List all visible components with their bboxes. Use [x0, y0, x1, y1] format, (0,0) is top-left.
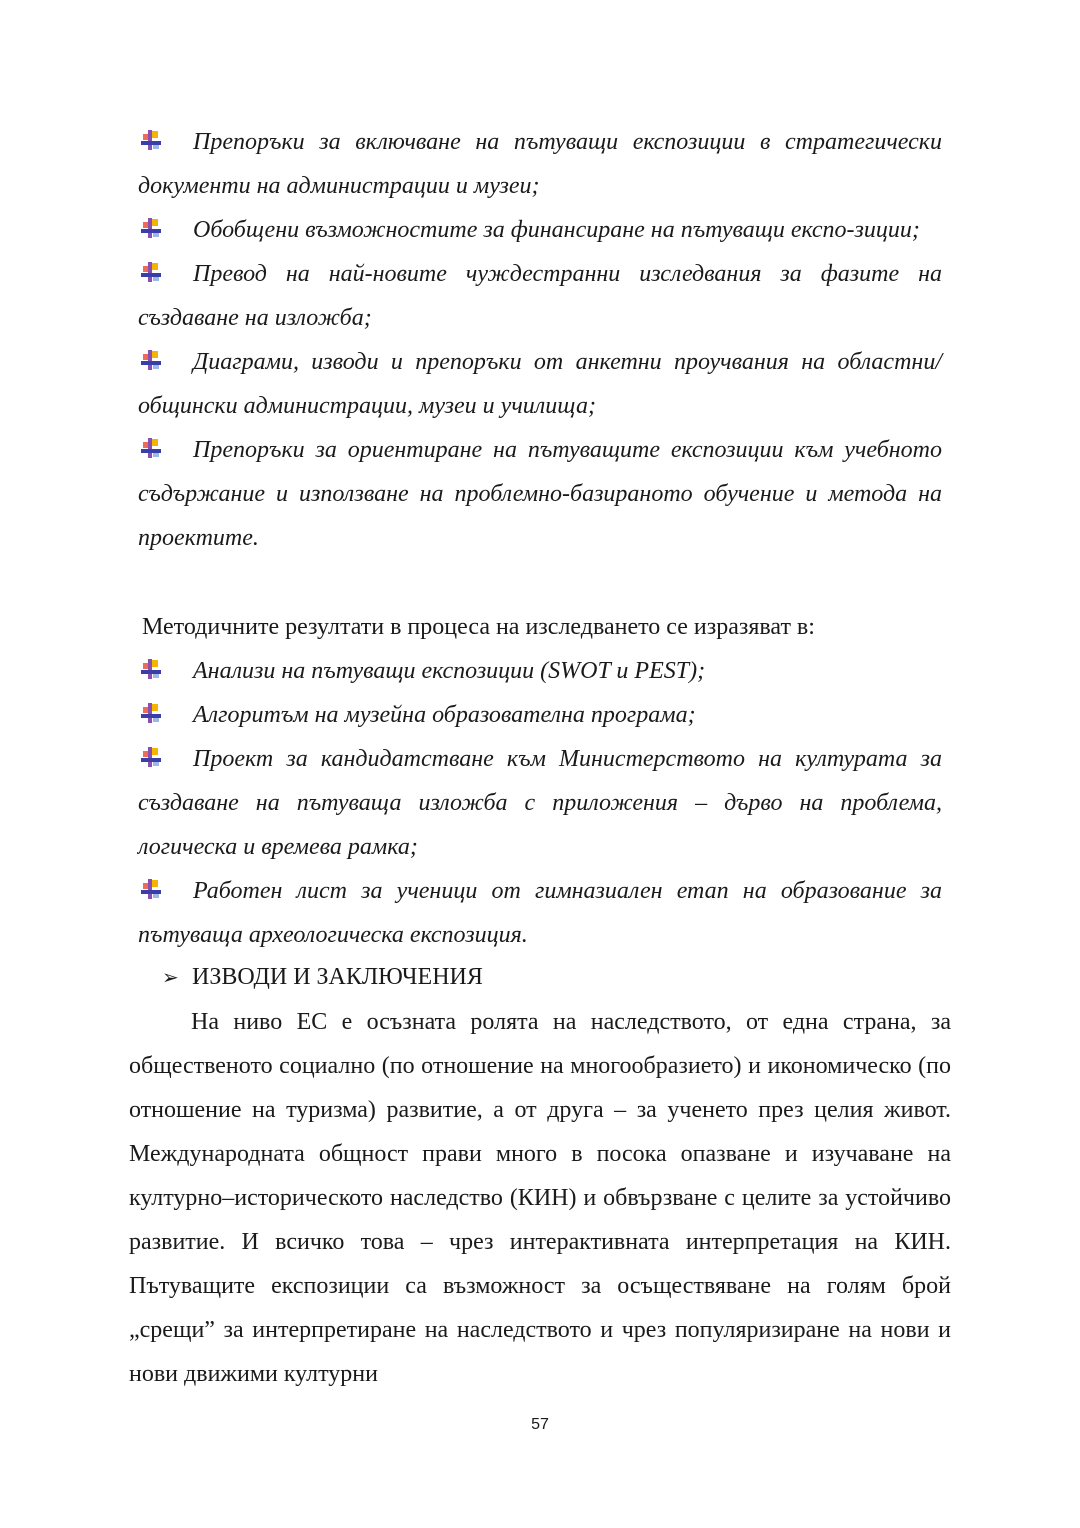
- list-item: [138, 737, 942, 869]
- list-item-text: Превод на най-новите чуждестранни изследвания за фазите на създаване на изложба;: [138, 261, 942, 331]
- list-item: [138, 693, 942, 737]
- list-item-text: Проект за кандидатстване към Министерството на културата за създаване на пътуваща изложба с приложения – дърво на проблема, логическа и времева рамка;: [138, 746, 942, 860]
- body-paragraph: На ниво ЕС е осъзната ролята на наследството, от една страна, за общественото социално (по отношение на многообразието) и икономическо (по отношение на туризма) развитие, а от друга – за ученето през целия живот. Международната общност прави много в посока опазване и изучаване на културно–историческото наследство (КИН) и обвързване с целите за устойчиво развитие. И всичко това – чрез интерактивната интерпретация на КИН. Пътуващите експозиции са възможност за осъществяване на голям брой „срещи” за интерпретиране на наследството и чрез популяризиране на нови и нови движими културни: [129, 1009, 951, 1387]
- plus-bullet-icon: [140, 658, 162, 680]
- list-item: [138, 869, 942, 957]
- list-item-text: Алгоритъм на музейна образователна програма;: [193, 702, 696, 728]
- list-item-text: Обобщени възможностите за финансиране на пътуващи експо-зиции;: [193, 217, 920, 243]
- section-heading: [162, 955, 483, 1000]
- arrow-bullet-icon: ➢: [162, 967, 179, 989]
- list-item: [138, 252, 942, 340]
- plus-bullet-icon: [140, 746, 162, 768]
- plus-bullet-icon: [140, 129, 162, 151]
- list-item: [138, 649, 942, 693]
- plus-bullet-icon: [140, 349, 162, 371]
- plus-bullet-icon: [140, 702, 162, 724]
- page-number: 57: [531, 1416, 549, 1433]
- list-item-text: Препоръки за включване на пътуващи експозиции в стратегически документи на администрации и музеи;: [138, 129, 942, 199]
- method-intro-text: Методичните резултати в процеса на изследването се изразяват в:: [142, 614, 815, 640]
- list-item-text: Работен лист за ученици от гимназиален етап на образование за пътуваща археологическа експозиция.: [138, 878, 942, 948]
- results-list-bottom: [138, 649, 942, 957]
- list-item-text: Диаграми, изводи и препоръки от анкетни проучвания на областни/ общински администрации, музеи и училища;: [138, 349, 942, 419]
- list-item: [138, 428, 942, 560]
- plus-bullet-icon: [140, 878, 162, 900]
- results-list-top: [138, 120, 942, 560]
- plus-bullet-icon: [140, 217, 162, 239]
- plus-bullet-icon: [140, 437, 162, 459]
- plus-bullet-icon: [140, 261, 162, 283]
- section-heading-text: ИЗВОДИ И ЗАКЛЮЧЕНИЯ: [192, 964, 483, 990]
- list-item: [138, 340, 942, 428]
- list-item: [138, 208, 942, 252]
- list-item-text: Анализи на пътуващи експозиции (SWOT и PEST);: [193, 658, 706, 684]
- list-item-text: Препоръки за ориентиране на пътуващите експозиции към учебното съдържание и използване на проблемно-базираното обучение и метода на проектите.: [138, 437, 942, 551]
- list-item: [138, 120, 942, 208]
